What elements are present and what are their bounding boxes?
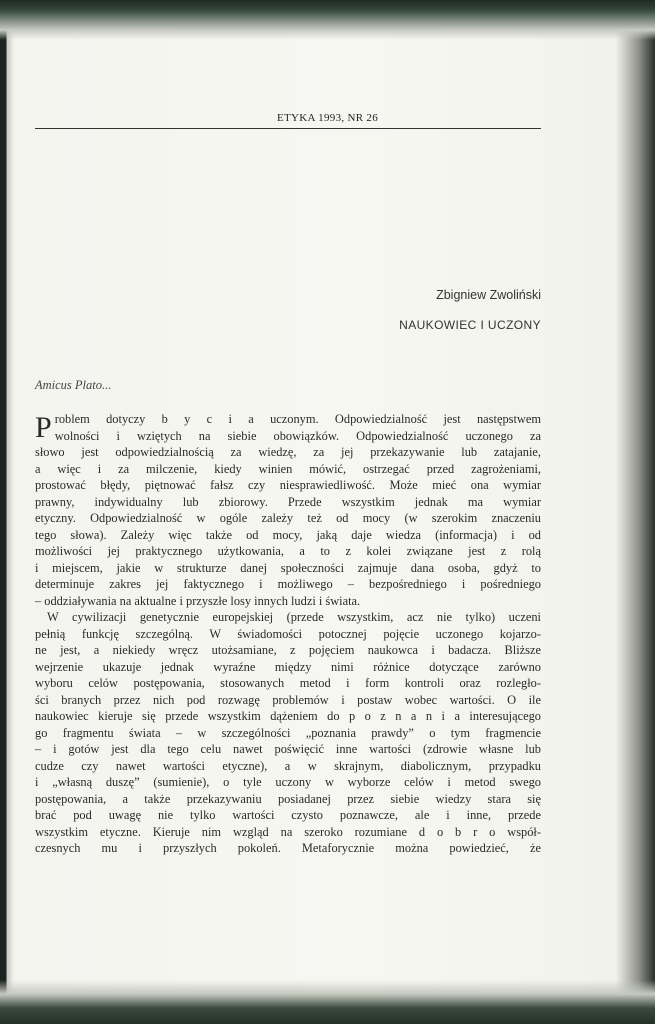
text-line: ści branych przez nich pod rozwagę problemów i postaw wobec wartości. O ile bbox=[35, 692, 541, 707]
scan-bottom-edge bbox=[0, 980, 655, 1024]
text-line: – oddziaływania na aktualne i przyszłe losy innych ludzi i świata. bbox=[35, 593, 361, 608]
text-line: i „własną duszę” (sumienie), o tyle uczony w wyborze celów i metod swego bbox=[35, 775, 541, 789]
text-line: naukowiec kieruje się przede wszystkim dążeniem do p o z n a n i a interesującego bbox=[35, 709, 541, 723]
text-line: a więc i za milczenie, kiedy winien mówić, ostrzegać przed zagrożeniami, bbox=[35, 461, 541, 476]
text-line: pełnią funkcję szczególną. W świadomości potocznej pojęcie uczonego kojarzo- bbox=[35, 626, 541, 641]
text-line: W cywilizacji genetycznie europejskiej (przede wszystkim, acz nie tylko) uczeni bbox=[47, 610, 541, 624]
article-body bbox=[35, 411, 541, 857]
header-rule bbox=[35, 128, 541, 129]
text-line: ne jest, a niekiedy wręcz utożsamiane, z pojęciem naukowca i badacza. Bliższe bbox=[35, 643, 541, 657]
text-line: cudze czy nawet wartości etyczne), a w skrajnym, diabolicznym, przypadku bbox=[35, 758, 541, 773]
text-line: tego słowa). Zależy więc także od mocy, jaką daje wiedza (informacja) i od bbox=[35, 527, 541, 542]
epigraph: Amicus Plato... bbox=[35, 378, 112, 392]
text-line: wszystkim etyczne. Kieruje nim wzgląd na szeroko rozumiane d o b r o współ- bbox=[35, 824, 541, 839]
article-author: Zbigniew Zwoliński bbox=[436, 288, 541, 302]
text-line: etyczny. Odpowiedzialność w ogóle zależy też od mocy (w szerokim znaczeniu bbox=[35, 511, 541, 525]
text-line: wejrzenie ukazuje jednak wyraźne między nimi różnice dotyczące zarówno bbox=[35, 659, 541, 674]
running-header: ETYKA 1993, NR 26 bbox=[276, 112, 379, 124]
text-line: i miejscem, jakie w strukturze danej społeczności zajmuje dana osoba, gdyż to bbox=[35, 560, 541, 575]
text-line: wyboru celów postępowania, stosowanych metod i form kontroli oraz rozległo- bbox=[35, 676, 541, 690]
text-line: możliwości jej praktycznego użytkowania, a to z kolei związane jest z rolą bbox=[35, 544, 541, 558]
text-line: słowo jest odpowiedzialnością za wiedzę, za jej przekazywanie lub zatajanie, bbox=[35, 445, 541, 459]
text-line: postępowania, a także przekazywaniu posiadanej przez siebie wiedzy stara się bbox=[35, 791, 541, 806]
text-line: czesnych mu i przyszłych pokoleń. Metaforycznie można powiedzieć, że bbox=[35, 841, 541, 855]
text-line: determinuje zakres jej faktycznego i możliwego – bezpośredniego i pośredniego bbox=[35, 577, 541, 591]
text-line: roblem dotyczy b y c i a uczonym. Odpowiedzialność jest następstwem bbox=[54, 412, 541, 426]
article-title: NAUKOWIEC I UCZONY bbox=[399, 318, 541, 332]
text-line: brać pod uwagę nie tylko wartości czysto poznawcze, ale i inne, przede bbox=[35, 808, 541, 822]
text-line: prostować błędy, piętnować fałsz czy niesprawiedliwość. Może mieć ona wymiar bbox=[35, 478, 541, 492]
scan-top-edge bbox=[0, 0, 655, 40]
text-line: go fragmentu świata – w szczególności „poznania prawdy” o tym fragmencie bbox=[35, 725, 541, 740]
text-line: wolności i wziętych na siebie obowiązków. Odpowiedzialność uczonego za bbox=[54, 428, 541, 443]
drop-cap: P bbox=[35, 411, 52, 444]
text-line: – i gotów jest dla tego celu nawet poświęcić inne wartości (zdrowie własne lub bbox=[35, 742, 541, 756]
text-line: prawny, indywidualny lub zbiorowy. Przede wszystkim jednak ma wymiar bbox=[35, 494, 541, 509]
